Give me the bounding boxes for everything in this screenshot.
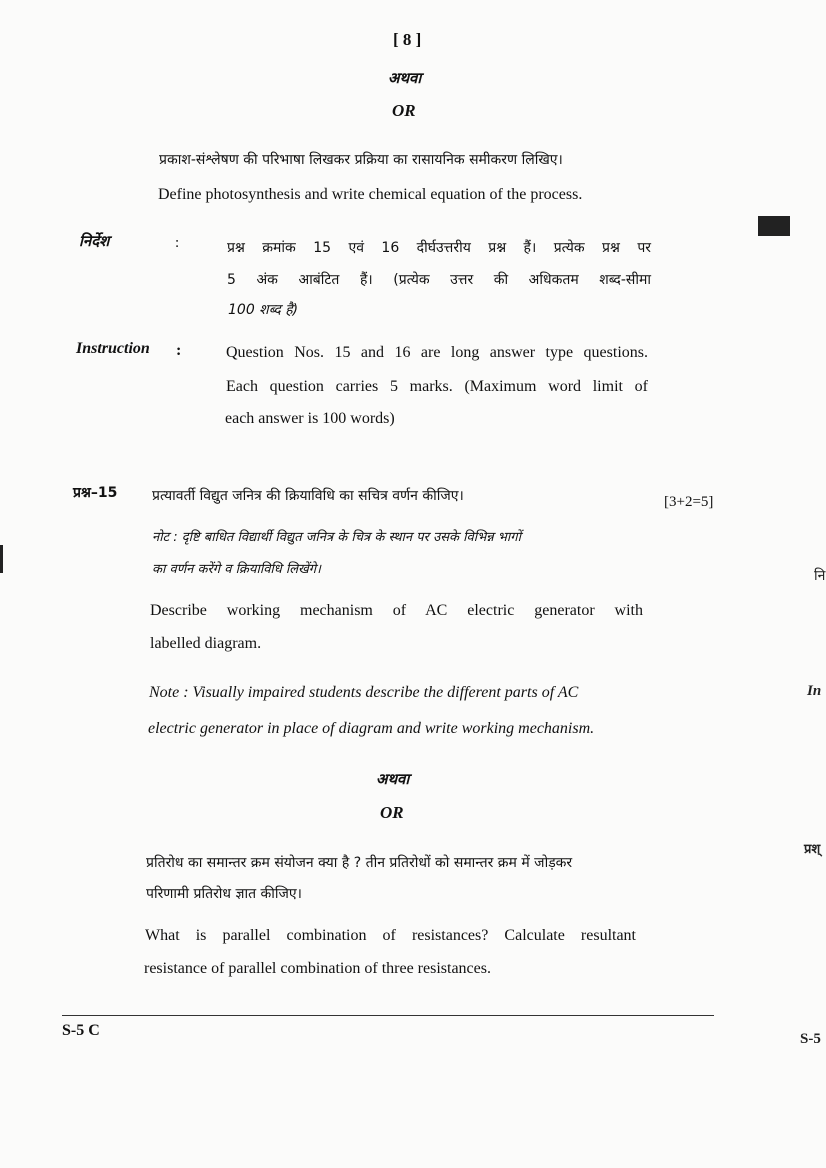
scan-mark (758, 216, 790, 236)
photosynthesis-question-hindi: प्रकाश-संश्लेषण की परिभाषा लिखकर प्रक्रिया का रासायनिक समीकरण लिखिए। (159, 152, 563, 168)
instruction-english-line: each answer is 100 words) (225, 410, 395, 427)
resistance-question-hindi: प्रतिरोध का समान्तर क्रम संयोजन क्या है ? तीन प्रतिरोधों को समान्तर क्रम में जोड़कर (146, 855, 573, 871)
question-15-hindi: प्रत्यावर्ती विद्युत जनित्र की क्रियाविधि का सचित्र वर्णन कीजिए। (152, 488, 464, 504)
instruction-hindi-line: 100 शब्द है) (228, 302, 299, 318)
question-15-note-english: electric generator in place of diagram and write working mechanism. (148, 720, 595, 737)
instruction-hindi-label: निर्देश (79, 232, 110, 250)
instruction-hindi-line: 5 अंक आबंटित हैं। (प्रत्येक उत्तर की अधिकतम शब्द-सीमा (227, 272, 651, 288)
question-15-label: प्रश्न–15 (73, 485, 118, 501)
instruction-hindi-line: प्रश्न क्रमांक 15 एवं 16 दीर्घउत्तरीय प्रश्न हैं। प्रत्येक प्रश्न पर (227, 240, 651, 256)
question-15-english: labelled diagram. (150, 635, 262, 652)
question-15-note-hindi: का वर्णन करेंगे व क्रियाविधि लिखेंगे। (152, 562, 321, 577)
question-15-marks: [3+2=5] (664, 494, 714, 510)
athva-label: अथवा (388, 69, 422, 87)
footer-code: S-5 C (62, 1022, 100, 1039)
question-15-note-english: Note : Visually impaired students describe the different parts of AC (149, 684, 579, 701)
resistance-question-english: What is parallel combination of resistances? Calculate resultant (145, 927, 636, 944)
instruction-english-label: Instruction (76, 340, 150, 357)
scan-mark (0, 545, 3, 573)
adjacent-page-fragment: प्रश् (804, 842, 821, 857)
footer-rule (62, 1015, 714, 1016)
question-15-note-hindi: नोट : दृष्टि बाधित विद्यार्थी विद्युत जनित्र के चित्र के स्थान पर उसके विभिन्न भागों (152, 530, 521, 545)
or-label: OR (392, 101, 416, 120)
instruction-english-line: Question Nos. 15 and 16 are long answer type questions. (226, 344, 648, 361)
resistance-question-english: resistance of parallel combination of three resistances. (144, 960, 491, 977)
question-15-english: Describe working mechanism of AC electric generator with (150, 602, 643, 619)
adjacent-page-fragment: In (807, 683, 822, 699)
instruction-hindi-colon: : (175, 235, 180, 251)
or-label: OR (380, 803, 404, 822)
athva-label: अथवा (376, 770, 410, 788)
adjacent-page-fragment: S-5 (800, 1031, 821, 1047)
adjacent-page-fragment: नि (814, 568, 826, 584)
page-number: [ 8 ] (393, 30, 422, 49)
photosynthesis-question-english: Define photosynthesis and write chemical equation of the process. (158, 186, 583, 203)
instruction-english-colon: : (176, 342, 182, 359)
instruction-english-line: Each question carries 5 marks. (Maximum word limit of (226, 378, 648, 395)
resistance-question-hindi: परिणामी प्रतिरोध ज्ञात कीजिए। (146, 886, 302, 902)
